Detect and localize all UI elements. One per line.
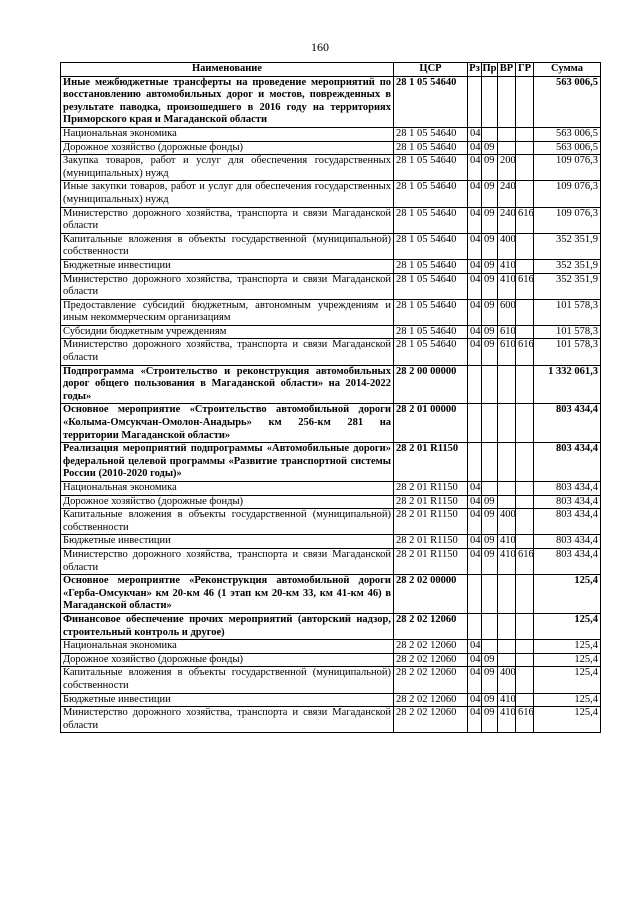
cell-csr: 28 2 00 00000 <box>394 365 468 404</box>
cell-vr: 240 <box>498 181 516 207</box>
cell-rz: 04 <box>468 325 482 339</box>
cell-pr: 09 <box>482 207 498 233</box>
cell-sum: 101 578,3 <box>534 325 601 339</box>
cell-rz: 04 <box>468 535 482 549</box>
cell-vr: 400 <box>498 667 516 693</box>
cell-pr: 09 <box>482 325 498 339</box>
cell-gr <box>516 693 534 707</box>
table-row <box>61 207 601 233</box>
table-row <box>61 273 601 299</box>
cell-gr <box>516 233 534 259</box>
column-header-rz: Рз <box>468 63 482 77</box>
table-row <box>61 141 601 155</box>
cell-rz: 04 <box>468 207 482 233</box>
cell-vr <box>498 443 516 482</box>
cell-gr <box>516 404 534 443</box>
cell-rz: 04 <box>468 548 482 574</box>
cell-sum: 563 006,5 <box>534 127 601 141</box>
cell-rz <box>468 365 482 404</box>
cell-name: Дорожное хозяйство (дорожные фонды) <box>61 495 394 509</box>
cell-gr <box>516 325 534 339</box>
cell-vr <box>498 653 516 667</box>
cell-csr: 28 1 05 54640 <box>394 339 468 365</box>
cell-sum: 803 434,4 <box>534 509 601 535</box>
cell-gr: 616 <box>516 707 534 733</box>
cell-name: Капитальные вложения в объекты государственной (муниципальной) собственности <box>61 509 394 535</box>
cell-gr <box>516 127 534 141</box>
cell-vr <box>498 613 516 639</box>
cell-rz: 04 <box>468 339 482 365</box>
cell-sum: 803 434,4 <box>534 535 601 549</box>
cell-csr: 28 1 05 54640 <box>394 299 468 325</box>
cell-name: Министерство дорожного хозяйства, транспорта и связи Магаданской области <box>61 207 394 233</box>
cell-sum: 125,4 <box>534 693 601 707</box>
cell-name: Министерство дорожного хозяйства, транспорта и связи Магаданской области <box>61 273 394 299</box>
cell-name: Дорожное хозяйство (дорожные фонды) <box>61 141 394 155</box>
cell-pr: 09 <box>482 707 498 733</box>
cell-gr <box>516 509 534 535</box>
cell-rz: 04 <box>468 640 482 654</box>
cell-pr <box>482 404 498 443</box>
cell-name: Подпрограмма «Строительство и реконструкция автомобильных дорог общего пользования в Магаданской области» на 2014-2022 годы» <box>61 365 394 404</box>
cell-sum: 101 578,3 <box>534 299 601 325</box>
cell-sum: 1 332 061,3 <box>534 365 601 404</box>
cell-csr: 28 1 05 54640 <box>394 155 468 181</box>
table-row <box>61 259 601 273</box>
cell-name: Министерство дорожного хозяйства, транспорта и связи Магаданской области <box>61 548 394 574</box>
table-row <box>61 339 601 365</box>
budget-table <box>60 62 601 733</box>
cell-rz: 04 <box>468 181 482 207</box>
cell-sum: 352 351,9 <box>534 273 601 299</box>
cell-csr: 28 1 05 54640 <box>394 76 468 127</box>
cell-gr <box>516 495 534 509</box>
cell-csr: 28 2 01 R1150 <box>394 535 468 549</box>
cell-gr <box>516 181 534 207</box>
cell-csr: 28 2 02 12060 <box>394 707 468 733</box>
cell-gr <box>516 141 534 155</box>
cell-gr <box>516 155 534 181</box>
cell-vr <box>498 365 516 404</box>
cell-name: Предоставление субсидий бюджетным, автономным учреждениям и иным некоммерческим организациям <box>61 299 394 325</box>
cell-rz: 04 <box>468 495 482 509</box>
cell-pr: 09 <box>482 155 498 181</box>
cell-csr: 28 2 02 12060 <box>394 693 468 707</box>
table-row <box>61 548 601 574</box>
cell-csr: 28 1 05 54640 <box>394 127 468 141</box>
cell-name: Финансовое обеспечение прочих мероприятий (авторский надзор, строительный контроль и другое) <box>61 613 394 639</box>
cell-sum: 109 076,3 <box>534 207 601 233</box>
cell-pr: 09 <box>482 653 498 667</box>
cell-gr: 616 <box>516 548 534 574</box>
cell-csr: 28 1 05 54640 <box>394 325 468 339</box>
cell-name: Реализация мероприятий подпрограммы «Автомобильные дороги» федеральной целевой программы «Развитие транспортной системы России (2010-2020 годы)» <box>61 443 394 482</box>
cell-gr: 616 <box>516 339 534 365</box>
cell-rz: 04 <box>468 155 482 181</box>
cell-sum: 803 434,4 <box>534 404 601 443</box>
cell-pr: 09 <box>482 141 498 155</box>
cell-pr: 09 <box>482 299 498 325</box>
cell-rz: 04 <box>468 299 482 325</box>
cell-sum: 109 076,3 <box>534 155 601 181</box>
cell-csr: 28 1 05 54640 <box>394 259 468 273</box>
table-row <box>61 155 601 181</box>
table-row <box>61 127 601 141</box>
cell-pr: 09 <box>482 273 498 299</box>
cell-rz <box>468 613 482 639</box>
cell-gr <box>516 535 534 549</box>
cell-name: Бюджетные инвестиции <box>61 259 394 273</box>
cell-vr: 600 <box>498 299 516 325</box>
cell-vr: 610 <box>498 339 516 365</box>
cell-gr <box>516 653 534 667</box>
cell-rz: 04 <box>468 127 482 141</box>
cell-gr <box>516 76 534 127</box>
cell-rz: 04 <box>468 509 482 535</box>
table-row <box>61 693 601 707</box>
cell-pr <box>482 482 498 496</box>
table-header-row <box>61 63 601 77</box>
table-row <box>61 575 601 614</box>
cell-pr: 09 <box>482 339 498 365</box>
cell-csr: 28 2 01 00000 <box>394 404 468 443</box>
table-row <box>61 325 601 339</box>
cell-sum: 125,4 <box>534 667 601 693</box>
cell-name: Иные закупки товаров, работ и услуг для обеспечения государственных (муниципальных) нужд <box>61 181 394 207</box>
cell-rz <box>468 443 482 482</box>
cell-sum: 803 434,4 <box>534 495 601 509</box>
cell-gr: 616 <box>516 207 534 233</box>
cell-pr: 09 <box>482 233 498 259</box>
table-row <box>61 535 601 549</box>
cell-csr: 28 2 02 12060 <box>394 667 468 693</box>
cell-name: Министерство дорожного хозяйства, транспорта и связи Магаданской области <box>61 339 394 365</box>
cell-name: Закупка товаров, работ и услуг для обеспечения государственных (муниципальных) нужд <box>61 155 394 181</box>
cell-name: Бюджетные инвестиции <box>61 693 394 707</box>
cell-csr: 28 1 05 54640 <box>394 207 468 233</box>
page-number: 160 <box>311 40 329 54</box>
cell-pr <box>482 640 498 654</box>
cell-vr: 610 <box>498 325 516 339</box>
cell-vr: 240 <box>498 207 516 233</box>
cell-vr: 410 <box>498 273 516 299</box>
cell-name: Иные межбюджетные трансферты на проведение мероприятий по восстановлению автомобильных дорог и мостов, поврежденных в результате паводка, произошедшего в 2016 году на территориях Приморского края и Магаданской области <box>61 76 394 127</box>
cell-csr: 28 2 01 R1150 <box>394 443 468 482</box>
cell-rz <box>468 575 482 614</box>
cell-rz: 04 <box>468 482 482 496</box>
table-row <box>61 653 601 667</box>
cell-vr <box>498 141 516 155</box>
table-row <box>61 76 601 127</box>
cell-sum: 125,4 <box>534 575 601 614</box>
cell-pr <box>482 76 498 127</box>
cell-gr <box>516 482 534 496</box>
cell-csr: 28 1 05 54640 <box>394 273 468 299</box>
cell-gr: 616 <box>516 273 534 299</box>
cell-vr <box>498 127 516 141</box>
cell-vr <box>498 640 516 654</box>
table-row <box>61 495 601 509</box>
cell-pr <box>482 443 498 482</box>
table-row <box>61 707 601 733</box>
cell-sum: 803 434,4 <box>534 482 601 496</box>
cell-gr <box>516 259 534 273</box>
cell-gr <box>516 365 534 404</box>
cell-name: Бюджетные инвестиции <box>61 535 394 549</box>
cell-pr <box>482 127 498 141</box>
cell-pr: 09 <box>482 667 498 693</box>
cell-vr: 410 <box>498 693 516 707</box>
cell-sum: 109 076,3 <box>534 181 601 207</box>
cell-gr <box>516 640 534 654</box>
cell-name: Капитальные вложения в объекты государственной (муниципальной) собственности <box>61 233 394 259</box>
cell-vr <box>498 404 516 443</box>
column-header-vr: ВР <box>498 63 516 77</box>
table-row <box>61 667 601 693</box>
cell-csr: 28 1 05 54640 <box>394 233 468 259</box>
table-row <box>61 443 601 482</box>
cell-csr: 28 2 02 12060 <box>394 613 468 639</box>
cell-sum: 125,4 <box>534 653 601 667</box>
column-header-csr: ЦСР <box>394 63 468 77</box>
cell-vr: 410 <box>498 535 516 549</box>
table-row <box>61 509 601 535</box>
cell-rz: 04 <box>468 259 482 273</box>
cell-csr: 28 2 01 R1150 <box>394 548 468 574</box>
cell-rz: 04 <box>468 141 482 155</box>
cell-sum: 101 578,3 <box>534 339 601 365</box>
cell-vr: 400 <box>498 233 516 259</box>
cell-sum: 125,4 <box>534 640 601 654</box>
cell-vr: 410 <box>498 259 516 273</box>
cell-vr <box>498 495 516 509</box>
cell-csr: 28 2 01 R1150 <box>394 482 468 496</box>
cell-pr: 09 <box>482 548 498 574</box>
cell-csr: 28 2 02 12060 <box>394 640 468 654</box>
cell-sum: 125,4 <box>534 707 601 733</box>
cell-rz: 04 <box>468 693 482 707</box>
cell-pr <box>482 575 498 614</box>
cell-sum: 352 351,9 <box>534 233 601 259</box>
cell-name: Национальная экономика <box>61 127 394 141</box>
cell-name: Министерство дорожного хозяйства, транспорта и связи Магаданской области <box>61 707 394 733</box>
cell-vr <box>498 575 516 614</box>
cell-name: Основное мероприятие «Реконструкция автомобильной дороги «Герба-Омсукчан» км 20-км 46 (1 этап км 20-км 33, км 41-км 46) в Магаданской области» <box>61 575 394 614</box>
cell-rz <box>468 76 482 127</box>
cell-csr: 28 1 05 54640 <box>394 141 468 155</box>
table-row <box>61 181 601 207</box>
cell-pr: 09 <box>482 259 498 273</box>
cell-vr <box>498 76 516 127</box>
cell-csr: 28 1 05 54640 <box>394 181 468 207</box>
column-header-gr: ГР <box>516 63 534 77</box>
cell-vr: 200 <box>498 155 516 181</box>
cell-csr: 28 2 02 12060 <box>394 653 468 667</box>
table-row <box>61 640 601 654</box>
table-row <box>61 299 601 325</box>
cell-gr <box>516 299 534 325</box>
cell-name: Субсидии бюджетным учреждениям <box>61 325 394 339</box>
cell-rz: 04 <box>468 667 482 693</box>
cell-sum: 352 351,9 <box>534 259 601 273</box>
column-header-pr: Пр <box>482 63 498 77</box>
cell-pr: 09 <box>482 535 498 549</box>
cell-pr: 09 <box>482 495 498 509</box>
cell-csr: 28 2 01 R1150 <box>394 509 468 535</box>
cell-vr: 410 <box>498 548 516 574</box>
cell-name: Национальная экономика <box>61 640 394 654</box>
cell-rz: 04 <box>468 233 482 259</box>
cell-pr: 09 <box>482 181 498 207</box>
cell-csr: 28 2 01 R1150 <box>394 495 468 509</box>
cell-sum: 125,4 <box>534 613 601 639</box>
cell-name: Основное мероприятие «Строительство автомобильной дороги «Колыма-Омсукчан-Омолон-Анадырь» км 256-км 281 на территории Магаданской области» <box>61 404 394 443</box>
table-row <box>61 482 601 496</box>
cell-rz <box>468 404 482 443</box>
table-row <box>61 613 601 639</box>
cell-gr <box>516 667 534 693</box>
cell-csr: 28 2 02 00000 <box>394 575 468 614</box>
table-row <box>61 233 601 259</box>
cell-vr: 410 <box>498 707 516 733</box>
cell-rz: 04 <box>468 653 482 667</box>
cell-pr: 09 <box>482 509 498 535</box>
cell-pr <box>482 365 498 404</box>
cell-name: Капитальные вложения в объекты государственной (муниципальной) собственности <box>61 667 394 693</box>
cell-sum: 563 006,5 <box>534 141 601 155</box>
table-row <box>61 404 601 443</box>
cell-rz: 04 <box>468 273 482 299</box>
cell-vr <box>498 482 516 496</box>
cell-sum: 803 434,4 <box>534 443 601 482</box>
cell-rz: 04 <box>468 707 482 733</box>
cell-pr <box>482 613 498 639</box>
cell-sum: 563 006,5 <box>534 76 601 127</box>
cell-sum: 803 434,4 <box>534 548 601 574</box>
cell-name: Национальная экономика <box>61 482 394 496</box>
cell-gr <box>516 613 534 639</box>
cell-gr <box>516 443 534 482</box>
cell-gr <box>516 575 534 614</box>
column-header-name: Наименование <box>61 63 394 77</box>
column-header-sum: Сумма <box>534 63 601 77</box>
cell-pr: 09 <box>482 693 498 707</box>
cell-name: Дорожное хозяйство (дорожные фонды) <box>61 653 394 667</box>
table-row <box>61 365 601 404</box>
cell-vr: 400 <box>498 509 516 535</box>
table-body <box>61 76 601 733</box>
